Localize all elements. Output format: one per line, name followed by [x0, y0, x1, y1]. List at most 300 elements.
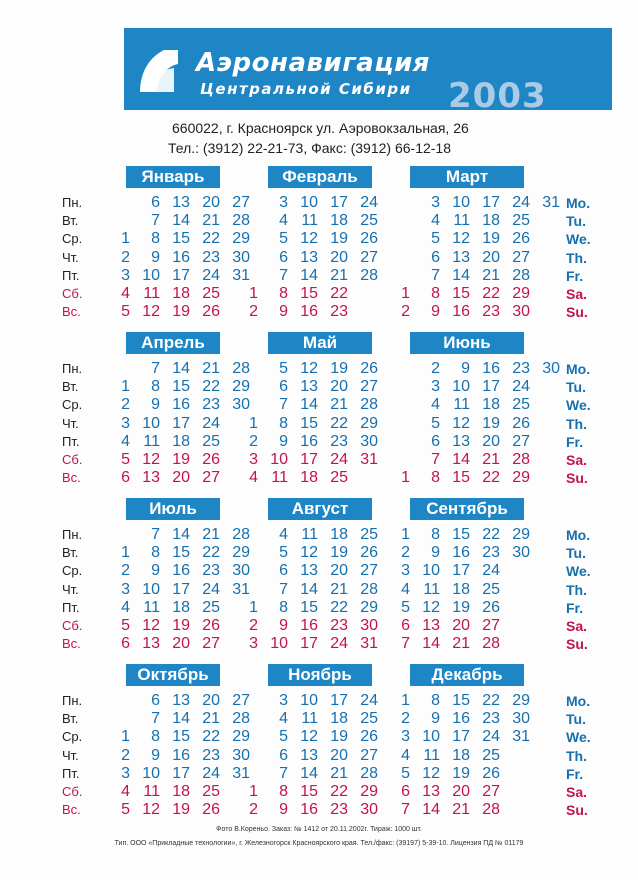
day-number: 6	[431, 432, 440, 450]
day-number: 18	[172, 598, 190, 616]
day-number: 26	[512, 230, 530, 248]
day-number: 20	[330, 562, 348, 580]
day-number: 16	[452, 303, 470, 321]
day-number: 7	[431, 451, 440, 468]
day-number: 8	[279, 285, 288, 302]
day-number: 17	[452, 728, 470, 746]
day-number: 21	[330, 580, 348, 598]
day-number: 27	[202, 635, 220, 653]
day-number: 1	[401, 469, 410, 487]
day-number: 15	[172, 728, 190, 746]
day-number: 3	[121, 414, 130, 432]
day-number: 22	[482, 469, 500, 487]
weekday-label-en: Th.	[566, 581, 587, 598]
day-number: 5	[121, 451, 130, 468]
day-number: 14	[422, 635, 440, 653]
day-number: 16	[300, 432, 318, 450]
day-number: 4	[121, 285, 130, 302]
day-number: 24	[360, 194, 378, 211]
day-number: 20	[482, 248, 500, 266]
day-number: 1	[401, 526, 410, 543]
day-number: 25	[482, 580, 500, 598]
day-number: 23	[202, 248, 220, 266]
day-number: 11	[301, 710, 318, 728]
day-number: 13	[142, 469, 160, 487]
airline-logo-icon	[134, 44, 180, 98]
weekday-label-ru: Вт.	[62, 711, 79, 727]
day-number: 4	[401, 580, 410, 598]
day-number: 19	[172, 451, 190, 468]
day-number: 27	[232, 194, 250, 211]
day-number: 2	[121, 746, 130, 764]
day-number: 29	[512, 285, 530, 302]
day-number: 9	[279, 432, 288, 450]
day-number: 12	[142, 451, 160, 468]
weekday-label-en: Mo.	[566, 195, 591, 211]
day-number: 19	[330, 230, 348, 248]
footer-printer-info: Тип. ООО «Прикладные технологии», г. Железногорск Красноярского края. Тел./факс: (39197) 5-39-10. Лицензия ПД № 01179	[114, 840, 524, 847]
day-number: 21	[202, 212, 220, 230]
weekday-label-en: Fr.	[566, 267, 584, 284]
day-number: 9	[461, 360, 470, 377]
day-number: 15	[172, 230, 190, 248]
day-number: 17	[300, 451, 318, 468]
day-number: 20	[482, 432, 500, 450]
day-number: 22	[202, 378, 220, 396]
day-number: 6	[279, 248, 288, 266]
day-number: 22	[482, 692, 500, 709]
address-line: 660022, г. Красноярск ул. Аэровокзальная, 26	[172, 120, 469, 136]
day-number: 15	[172, 378, 190, 396]
day-number: 8	[431, 469, 440, 487]
day-number: 9	[151, 248, 160, 266]
day-number: 22	[330, 783, 348, 800]
day-number: 23	[202, 396, 220, 414]
day-number: 9	[279, 617, 288, 634]
day-number: 10	[142, 580, 160, 598]
day-number: 29	[232, 544, 250, 562]
weekday-label-en: Sa.	[566, 286, 588, 302]
day-number: 19	[330, 544, 348, 562]
day-number: 9	[151, 562, 160, 580]
day-number: 10	[300, 194, 318, 211]
day-number: 29	[232, 378, 250, 396]
day-number: 19	[452, 598, 470, 616]
day-number: 28	[482, 635, 500, 653]
day-number: 15	[300, 285, 318, 302]
weekday-label-ru: Ср.	[62, 397, 83, 413]
day-number: 12	[300, 360, 318, 377]
month-title: Март	[410, 166, 524, 188]
day-number: 2	[401, 303, 410, 321]
day-number: 13	[172, 194, 190, 211]
day-number: 5	[121, 801, 130, 819]
day-number: 2	[249, 303, 258, 321]
day-number: 25	[360, 212, 378, 230]
day-number: 21	[202, 526, 220, 543]
day-number: 8	[431, 526, 440, 543]
day-number: 25	[202, 285, 220, 302]
day-number: 26	[202, 303, 220, 321]
day-number: 19	[330, 360, 348, 377]
day-number: 23	[202, 746, 220, 764]
day-number: 30	[360, 432, 378, 450]
day-number: 8	[151, 230, 160, 248]
day-number: 14	[300, 764, 318, 782]
day-number: 13	[300, 378, 318, 396]
day-number: 10	[142, 764, 160, 782]
weekday-label-ru: Вс.	[62, 304, 81, 320]
day-number: 31	[232, 764, 250, 782]
day-number: 22	[330, 414, 348, 432]
day-number: 5	[431, 230, 440, 248]
day-number: 30	[512, 544, 530, 562]
weekday-label-ru: Пн.	[62, 527, 83, 542]
day-number: 12	[142, 617, 160, 634]
weekday-label-en: Sa.	[566, 784, 588, 800]
day-number: 26	[360, 544, 378, 562]
day-number: 17	[172, 580, 190, 598]
day-number: 28	[360, 764, 378, 782]
day-number: 24	[202, 414, 220, 432]
day-number: 4	[121, 432, 130, 450]
day-number: 18	[452, 746, 470, 764]
weekday-label-en: Su.	[566, 470, 588, 487]
day-number: 24	[202, 580, 220, 598]
day-number: 1	[401, 692, 410, 709]
day-number: 25	[512, 212, 530, 230]
day-number: 6	[151, 692, 160, 709]
day-number: 26	[202, 617, 220, 634]
weekday-label-ru: Вс.	[62, 636, 81, 652]
weekday-label-ru: Чт.	[62, 249, 79, 265]
day-number: 24	[512, 194, 530, 211]
day-number: 25	[482, 746, 500, 764]
day-number: 29	[512, 692, 530, 709]
day-number: 14	[452, 266, 470, 284]
day-number: 10	[452, 194, 470, 211]
day-number: 24	[360, 692, 378, 709]
month-title: Апрель	[126, 332, 220, 354]
day-number: 1	[121, 378, 130, 396]
day-number: 27	[232, 692, 250, 709]
day-number: 23	[330, 617, 348, 634]
day-number: 30	[232, 248, 250, 266]
day-number: 2	[431, 360, 440, 377]
day-number: 25	[512, 396, 530, 414]
day-number: 12	[300, 728, 318, 746]
day-number: 16	[300, 801, 318, 819]
day-number: 17	[330, 194, 348, 211]
day-number: 6	[279, 562, 288, 580]
day-number: 12	[300, 544, 318, 562]
weekday-label-en: Fr.	[566, 433, 584, 450]
day-number: 11	[143, 285, 160, 302]
day-number: 3	[121, 764, 130, 782]
weekday-label-ru: Чт.	[62, 415, 79, 431]
day-number: 4	[121, 598, 130, 616]
weekday-label-ru: Пн.	[62, 361, 83, 376]
day-number: 27	[482, 783, 500, 800]
day-number: 11	[423, 580, 440, 598]
day-number: 1	[401, 285, 410, 302]
day-number: 10	[422, 728, 440, 746]
day-number: 2	[121, 396, 130, 414]
day-number: 16	[482, 360, 500, 377]
day-number: 26	[202, 451, 220, 468]
month-title: Август	[268, 498, 372, 520]
day-number: 29	[360, 598, 378, 616]
day-number: 18	[452, 580, 470, 598]
weekday-label-en: Mo.	[566, 361, 591, 377]
day-number: 24	[202, 266, 220, 284]
weekday-label-ru: Сб.	[62, 618, 83, 633]
weekday-label-en: We.	[566, 231, 591, 248]
day-number: 4	[249, 469, 258, 487]
day-number: 30	[360, 617, 378, 634]
day-number: 18	[172, 285, 190, 302]
day-number: 3	[431, 378, 440, 396]
day-number: 16	[172, 562, 190, 580]
day-number: 4	[279, 526, 288, 543]
day-number: 15	[452, 526, 470, 543]
day-number: 4	[279, 710, 288, 728]
month-title: Февраль	[268, 166, 372, 188]
day-number: 20	[172, 635, 190, 653]
day-number: 25	[330, 469, 348, 487]
weekday-label-ru: Вт.	[62, 213, 79, 229]
day-number: 9	[431, 710, 440, 728]
month-title: Май	[268, 332, 372, 354]
day-number: 28	[232, 526, 250, 543]
day-number: 22	[202, 728, 220, 746]
day-number: 22	[482, 526, 500, 543]
month-title: Сентябрь	[410, 498, 524, 520]
weekday-label-en: Fr.	[566, 765, 584, 782]
day-number: 2	[121, 562, 130, 580]
day-number: 14	[172, 526, 190, 543]
day-number: 12	[452, 414, 470, 432]
month-title: Октябрь	[126, 664, 220, 686]
day-number: 15	[172, 544, 190, 562]
day-number: 14	[172, 360, 190, 377]
day-number: 28	[360, 266, 378, 284]
weekday-label-ru: Вт.	[62, 545, 79, 561]
month-title: Июнь	[410, 332, 524, 354]
day-number: 21	[482, 451, 500, 468]
day-number: 14	[300, 580, 318, 598]
day-number: 23	[202, 562, 220, 580]
day-number: 19	[172, 801, 190, 819]
day-number: 18	[172, 783, 190, 800]
weekday-label-en: Sa.	[566, 452, 588, 468]
day-number: 9	[279, 801, 288, 819]
phone-fax-line: Тел.: (3912) 22-21-73, Факс: (3912) 66-12-18	[168, 140, 451, 156]
day-number: 19	[482, 414, 500, 432]
day-number: 29	[512, 526, 530, 543]
day-number: 20	[202, 692, 220, 709]
day-number: 2	[249, 617, 258, 634]
day-number: 26	[360, 728, 378, 746]
day-number: 21	[452, 801, 470, 819]
day-number: 17	[172, 764, 190, 782]
day-number: 8	[279, 598, 288, 616]
day-number: 3	[401, 562, 410, 580]
day-number: 19	[482, 230, 500, 248]
day-number: 13	[422, 617, 440, 634]
day-number: 28	[232, 212, 250, 230]
day-number: 30	[232, 746, 250, 764]
weekday-label-ru: Пт.	[62, 599, 80, 615]
day-number: 31	[232, 266, 250, 284]
day-number: 15	[300, 783, 318, 800]
weekday-label-ru: Ср.	[62, 563, 83, 579]
day-number: 22	[202, 544, 220, 562]
day-number: 28	[482, 801, 500, 819]
day-number: 25	[202, 432, 220, 450]
weekday-label-en: Fr.	[566, 599, 584, 616]
day-number: 18	[482, 396, 500, 414]
day-number: 14	[422, 801, 440, 819]
day-number: 8	[431, 692, 440, 709]
day-number: 13	[300, 248, 318, 266]
weekday-label-ru: Вт.	[62, 379, 79, 395]
day-number: 7	[279, 580, 288, 598]
day-number: 13	[172, 692, 190, 709]
day-number: 16	[172, 248, 190, 266]
day-number: 13	[300, 746, 318, 764]
day-number: 20	[330, 378, 348, 396]
day-number: 8	[279, 783, 288, 800]
day-number: 21	[482, 266, 500, 284]
day-number: 6	[121, 635, 130, 653]
day-number: 11	[453, 212, 470, 230]
day-number: 11	[301, 526, 318, 543]
day-number: 3	[431, 194, 440, 211]
day-number: 4	[401, 746, 410, 764]
day-number: 23	[330, 801, 348, 819]
day-number: 14	[172, 212, 190, 230]
day-number: 16	[172, 746, 190, 764]
day-number: 21	[452, 635, 470, 653]
day-number: 11	[423, 746, 440, 764]
day-number: 18	[330, 212, 348, 230]
day-number: 23	[512, 360, 530, 377]
day-number: 31	[542, 194, 560, 211]
day-number: 29	[512, 469, 530, 487]
day-number: 25	[202, 783, 220, 800]
day-number: 18	[172, 432, 190, 450]
day-number: 1	[249, 414, 258, 432]
day-number: 17	[482, 194, 500, 211]
day-number: 12	[300, 230, 318, 248]
day-number: 21	[202, 710, 220, 728]
brand-name: Аэронавигация	[196, 48, 430, 78]
day-number: 29	[232, 230, 250, 248]
day-number: 6	[401, 783, 410, 800]
weekday-label-ru: Чт.	[62, 581, 79, 597]
day-number: 28	[232, 710, 250, 728]
day-number: 10	[300, 692, 318, 709]
footer-photo-credit: Фото В.Кореньо. Заказ: № 1412 от 20.11.2002г. Тираж: 1000 шт.	[216, 826, 422, 833]
day-number: 26	[360, 360, 378, 377]
day-number: 24	[482, 562, 500, 580]
day-number: 26	[202, 801, 220, 819]
day-number: 17	[300, 635, 318, 653]
day-number: 5	[279, 230, 288, 248]
day-number: 15	[452, 692, 470, 709]
day-number: 10	[422, 562, 440, 580]
brand-subtitle: Центральной Сибири	[200, 80, 412, 98]
contact-block	[168, 118, 469, 158]
day-number: 30	[512, 710, 530, 728]
day-number: 7	[151, 360, 160, 377]
day-number: 13	[452, 248, 470, 266]
month-title: Июль	[126, 498, 220, 520]
day-number: 21	[330, 266, 348, 284]
day-number: 23	[482, 544, 500, 562]
day-number: 22	[330, 598, 348, 616]
day-number: 31	[360, 635, 378, 653]
weekday-label-en: Tu.	[566, 213, 586, 230]
day-number: 20	[172, 469, 190, 487]
day-number: 24	[330, 635, 348, 653]
day-number: 10	[270, 635, 288, 653]
day-number: 23	[330, 303, 348, 321]
weekday-label-ru: Пт.	[62, 433, 80, 449]
day-number: 6	[431, 248, 440, 266]
day-number: 4	[431, 212, 440, 230]
day-number: 24	[482, 728, 500, 746]
day-number: 1	[249, 285, 258, 302]
day-number: 31	[360, 451, 378, 468]
weekday-label-en: Su.	[566, 802, 588, 819]
day-number: 10	[142, 266, 160, 284]
day-number: 15	[452, 285, 470, 302]
day-number: 23	[482, 710, 500, 728]
day-number: 15	[300, 414, 318, 432]
day-number: 28	[360, 580, 378, 598]
weekday-label-en: We.	[566, 397, 591, 414]
day-number: 10	[452, 378, 470, 396]
day-number: 13	[142, 635, 160, 653]
day-number: 7	[279, 396, 288, 414]
day-number: 17	[172, 266, 190, 284]
day-number: 27	[360, 378, 378, 396]
day-number: 27	[202, 469, 220, 487]
weekday-label-en: Su.	[566, 304, 588, 321]
day-number: 4	[279, 212, 288, 230]
day-number: 25	[202, 598, 220, 616]
day-number: 14	[452, 451, 470, 468]
day-number: 11	[143, 783, 160, 800]
day-number: 28	[232, 360, 250, 377]
day-number: 21	[330, 764, 348, 782]
day-number: 19	[172, 617, 190, 634]
weekday-label-en: Mo.	[566, 693, 591, 709]
day-number: 6	[401, 617, 410, 634]
day-number: 7	[401, 635, 410, 653]
day-number: 13	[452, 432, 470, 450]
day-number: 1	[121, 728, 130, 746]
day-number: 17	[482, 378, 500, 396]
day-number: 4	[431, 396, 440, 414]
day-number: 8	[151, 728, 160, 746]
weekday-label-ru: Сб.	[62, 452, 83, 467]
day-number: 27	[482, 617, 500, 634]
day-number: 18	[330, 710, 348, 728]
day-number: 18	[482, 212, 500, 230]
